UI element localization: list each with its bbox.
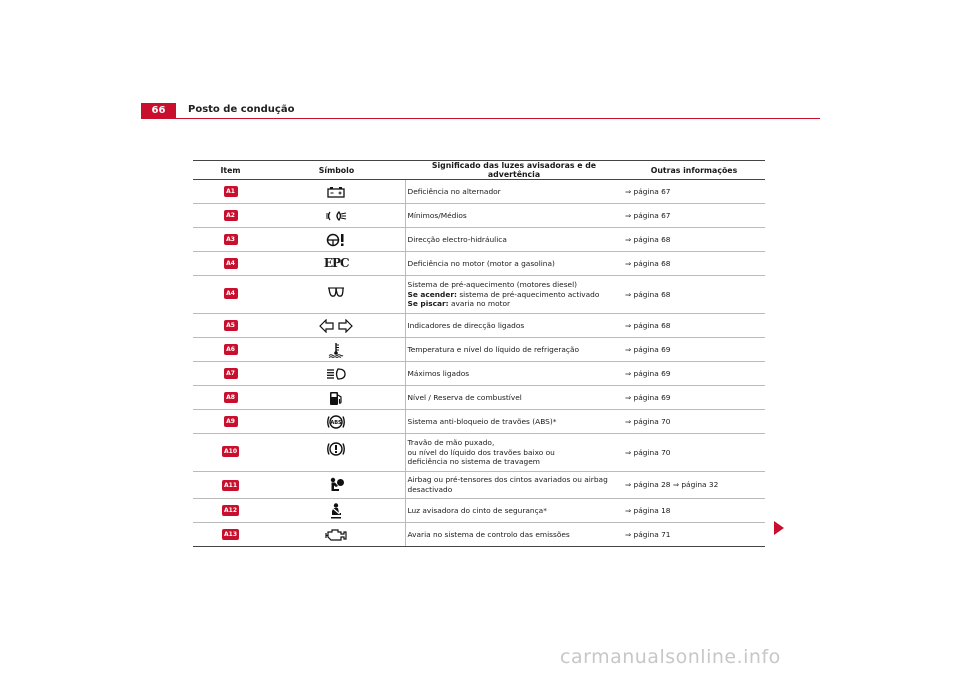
table-row (193, 180, 765, 204)
meaning-text: ou nível do líquido dos travões baixo ou (407, 447, 555, 457)
item-badge: A9 (224, 416, 238, 427)
high-beam-icon (326, 369, 346, 378)
meaning-text: sistema de pré-aquecimento activado (456, 289, 600, 299)
table-row (193, 499, 765, 523)
item-badge: A1 (224, 186, 238, 197)
meaning-text: Travão de mão puxado, (407, 438, 495, 448)
page-reference[interactable]: ⇒ página 69 (625, 344, 671, 354)
table-header-row (193, 161, 765, 180)
item-badge: A10 (224, 448, 237, 455)
meaning-text: deficiência no sistema de travagem (407, 457, 540, 467)
item-badge: A2 (224, 210, 238, 221)
coolant-temperature-icon (328, 345, 344, 354)
meaning-text: Nível / Reserva de combustível (407, 392, 522, 402)
item-badge: A12 (224, 507, 237, 514)
table-row (193, 338, 765, 362)
table-row (193, 276, 765, 314)
meaning-text: Direcção electro-hidráulica (407, 234, 507, 244)
item-badge: A3 (224, 234, 238, 245)
abs-icon (326, 417, 346, 426)
page-reference[interactable]: ⇒ página 68 (625, 320, 671, 330)
glow-plug-icon (327, 287, 345, 296)
fuel-pump-icon (329, 393, 343, 402)
meaning-text: Indicadores de direcção ligados (407, 320, 525, 330)
column-header-info: Outras informações (623, 161, 765, 180)
page-reference[interactable]: ⇒ página 67 (625, 186, 671, 196)
abs-icon-text: ABS (330, 419, 342, 426)
item-badge: A6 (224, 344, 238, 355)
table-row (193, 472, 765, 499)
item-badge: A5 (224, 320, 238, 331)
column-header-symbol: Símbolo (268, 161, 405, 180)
item-badge: A4 (224, 288, 238, 299)
brake-warning-icon (326, 444, 346, 453)
table-row (193, 523, 765, 547)
battery-icon (327, 187, 345, 196)
meaning-label: Se piscar: (407, 299, 449, 309)
column-header-item: Item (193, 161, 268, 180)
page-title: Posto de condução (188, 104, 295, 115)
meaning-text: Airbag ou pré-tensores dos cintos avariados ou airbag (407, 475, 608, 485)
item-badge: A4 (224, 258, 238, 269)
page-reference[interactable]: ⇒ página 68 (625, 258, 671, 268)
meaning-text: Deficiência no alternador (407, 186, 501, 196)
watermark-text: carmanualsonline.info (560, 646, 781, 668)
item-badge: A8 (224, 392, 238, 403)
page-reference[interactable]: ⇒ página 69 (625, 368, 671, 378)
table-row (193, 386, 765, 410)
page-reference[interactable]: ⇒ página 18 (625, 505, 671, 515)
meaning-text: Avaria no sistema de controlo das emissões (407, 529, 570, 539)
meaning-text: Mínimos/Médios (407, 210, 467, 220)
meaning-text: Sistema anti-bloqueio de travões (ABS)* (407, 416, 557, 426)
turn-signals-icon (319, 321, 353, 330)
table-row (193, 434, 765, 472)
epc-icon: EPC (323, 255, 349, 270)
table-row (193, 252, 765, 276)
table-row (193, 410, 765, 434)
meaning-text: desactivado (407, 485, 453, 494)
meaning-label: Se acender: (407, 289, 457, 299)
page-reference[interactable]: ⇒ página 68 (625, 289, 671, 299)
meaning-text: Deficiência no motor (motor a gasolina) (407, 258, 555, 268)
table-row (193, 314, 765, 338)
column-header-meaning: Significado das luzes avisadoras e de advertência (405, 161, 623, 180)
item-badge: A13 (224, 531, 237, 538)
steering-warning-icon (326, 235, 346, 244)
table-row (193, 228, 765, 252)
header-rule (176, 118, 820, 119)
next-page-arrow-icon[interactable] (774, 521, 784, 535)
item-badge: A7 (224, 368, 238, 379)
table-row (193, 362, 765, 386)
page-reference[interactable]: ⇒ página 71 (625, 529, 671, 539)
item-badge: A11 (224, 481, 237, 489)
seat-belt-icon (329, 506, 343, 515)
airbag-icon (327, 480, 345, 489)
page-reference[interactable]: ⇒ página 68 (625, 234, 671, 244)
table-row (193, 204, 765, 228)
page-reference[interactable]: ⇒ página 67 (625, 210, 671, 220)
page-number-badge: 66 (141, 103, 176, 119)
warning-lights-table (193, 160, 765, 547)
page-reference[interactable]: ⇒ página 69 (625, 392, 671, 402)
engine-emissions-icon (325, 530, 347, 539)
meaning-text: Máximos ligados (407, 368, 470, 378)
page-reference[interactable]: ⇒ página 70 (625, 447, 671, 457)
meaning-text: Luz avisadora do cinto de segurança* (407, 505, 547, 515)
meaning-text: Temperatura e nível do líquido de refrigeração (407, 344, 580, 354)
meaning-text: Sistema de pré-aquecimento (motores diesel) (407, 280, 578, 290)
page-reference[interactable]: ⇒ página 28 ⇒ página 32 (625, 480, 719, 490)
meaning-text: avaria no motor (448, 299, 511, 309)
page-reference[interactable]: ⇒ página 70 (625, 416, 671, 426)
low-beam-icon (325, 211, 347, 220)
